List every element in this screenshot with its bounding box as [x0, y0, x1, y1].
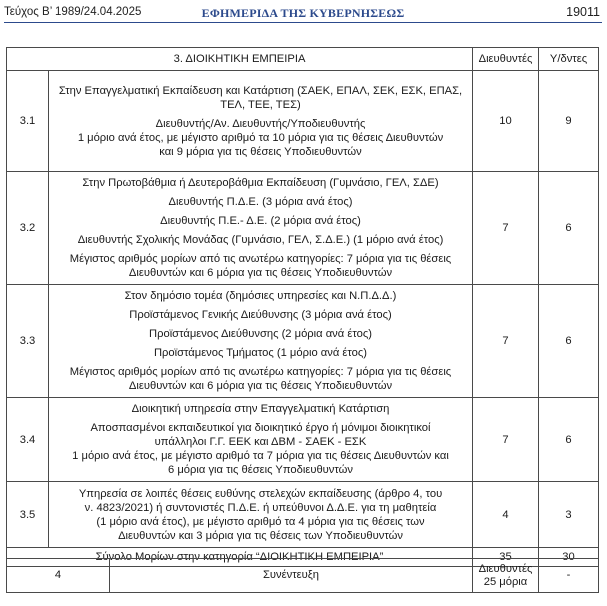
interview-label: Συνέντευξη: [110, 559, 473, 593]
row-line: 1 μόριο ανά έτος, με μέγιστο αριθμό τα 7 μόρια για τις θέσεις Διευθυντών και: [72, 450, 449, 462]
deputies-points: 6: [539, 172, 599, 285]
total-label: Σύνολο Μορίων στην κατηγορία “ΔΙΟΙΚΗΤΙΚΗ ΕΜΠΕΙΡΙΑ”: [7, 548, 473, 567]
row-line: ν. 4823/2021) ή συντονιστές Π.Δ.Ε. ή υπεύθυνοι Δ.Δ.Ε. για τη μαθητεία: [84, 501, 437, 514]
row-line: Διευθυντών και 6 μόρια για τις θέσεις Υποδιευθυντών: [128, 380, 393, 392]
row-line: Διευθυντής/Αν. Διευθυντής/Υποδιευθυντής: [155, 117, 366, 130]
row-line: (1 μόριο ανά έτος), με μέγιστο αριθμό τα 4 μόρια για τις θέσεις των: [96, 515, 425, 528]
section-title: 3. ΔΙΟΙΚΗΤΙΚΗ ΕΜΠΕΙΡΙΑ: [7, 48, 473, 71]
row-line: 6 μόρια για τις θέσεις Υποδιευθυντών: [168, 464, 353, 476]
row-number: 3.4: [7, 398, 49, 482]
table-row: [7, 172, 599, 285]
interview-table: [6, 558, 599, 593]
row-line: Διευθυντής Π.Ε.- Δ.Ε. (2 μόρια ανά έτος): [160, 215, 361, 227]
interview-row: [7, 559, 599, 593]
row-line: Διευθυντών και 3 μόρια για τις θέσεις των Υποδιευθυντών: [118, 529, 403, 542]
table-row: [7, 71, 599, 172]
directors-points: 10: [473, 71, 539, 172]
total-deputies: 30: [539, 548, 599, 567]
table-row: [7, 398, 599, 482]
experience-table: [6, 47, 599, 567]
row-line: Μέγιστος αριθμός μορίων από τις ανωτέρω κατηγορίες: 7 μόρια για τις θέσεις: [69, 366, 452, 378]
issue-label: Τεύχος Β’ 1989/24.04.2025: [4, 6, 142, 18]
row-line: Στον δημόσιο τομέα (δημόσιες υπηρεσίες και Ν.Π.Δ.Δ.): [124, 290, 397, 302]
row-line: Διευθυντών και 6 μόρια για τις θέσεις Υποδιευθυντών: [128, 267, 393, 279]
row-line: Διευθυντής Σχολικής Μονάδας (Γυμνάσιο, ΓΕΛ, Σ.Δ.Ε.) (1 μόριο ανά έτος): [77, 234, 444, 246]
row-line: 1 μόριο ανά έτος, με μέγιστο αριθμό τα 10 μόρια για τις θέσεις Διευθυντών: [77, 131, 444, 144]
row-line: Αποσπασμένοι εκπαιδευτικοί για διοικητικό έργο ή μόνιμοι διοικητικοί: [90, 422, 431, 434]
interview-directors-value: 25 μόρια: [483, 575, 528, 588]
row-description: [49, 172, 473, 285]
row-line: Υπηρεσία σε λοιπές θέσεις ευθύνης στελεχών εκπαίδευσης (άρθρο 4, του: [78, 487, 443, 500]
row-line: ΤΕΛ, ΤΕΕ, ΤΕΣ): [220, 98, 301, 111]
row-description: [49, 482, 473, 548]
total-directors: 35: [473, 548, 539, 567]
row-line: Μέγιστος αριθμός μορίων από τις ανωτέρω κατηγορίες: 7 μόρια για τις θέσεις: [69, 253, 452, 265]
row-line: Διευθυντής Π.Δ.Ε. (3 μόρια ανά έτος): [168, 196, 353, 208]
deputies-points: 3: [539, 482, 599, 548]
row-line: και 9 μόρια για τις θέσεις Υποδιευθυντών: [159, 145, 362, 158]
directors-points: 4: [473, 482, 539, 548]
row-description: [49, 71, 473, 172]
page-header: [4, 6, 602, 23]
deputies-points: 6: [539, 398, 599, 482]
row-description: [49, 285, 473, 398]
row-line: Προϊστάμενος Τμήματος (1 μόριο ανά έτος): [153, 347, 368, 359]
table-header-row: [7, 48, 599, 71]
directors-points: 7: [473, 172, 539, 285]
directors-points: 7: [473, 285, 539, 398]
gazette-title: ΕΦΗΜΕΡΙΔΑ ΤΗΣ ΚΥΒΕΡΝΗΣΕΩΣ: [201, 6, 405, 20]
row-line: Στην Επαγγελματική Εκπαίδευση και Κατάρτιση (ΣΑΕΚ, ΕΠΑΛ, ΣΕΚ, ΕΣΚ, ΕΠΑΣ,: [58, 84, 463, 97]
col-deputies-header: Υ/δντες: [539, 48, 599, 71]
row-number: 3.5: [7, 482, 49, 548]
row-description: [49, 398, 473, 482]
table-row: [7, 285, 599, 398]
col-directors-header: Διευθυντές: [473, 48, 539, 71]
page-number: 19011: [566, 5, 600, 19]
row-line: Προϊστάμενος Γενικής Διεύθυνσης (3 μόρια ανά έτος): [129, 309, 392, 321]
interview-directors-points: [473, 559, 539, 593]
row-number: 3.3: [7, 285, 49, 398]
deputies-points: 9: [539, 71, 599, 172]
row-number: 3.2: [7, 172, 49, 285]
interview-number: 4: [7, 559, 110, 593]
row-line: υπάλληλοι Γ.Γ. ΕΕΚ και ΔΒΜ - ΣΑΕΚ - ΕΣΚ: [154, 436, 367, 448]
directors-points: 7: [473, 398, 539, 482]
row-line: Στην Πρωτοβάθμια ή Δευτεροβάθμια Εκπαίδευση (Γυμνάσιο, ΓΕΛ, ΣΔΕ): [82, 177, 439, 189]
interview-deputies-points: -: [539, 559, 599, 593]
row-line: Διοικητική υπηρεσία στην Επαγγελματική Κατάρτιση: [131, 403, 390, 415]
row-line: Προϊστάμενος Διεύθυνσης (2 μόρια ανά έτος): [149, 328, 372, 340]
row-number: 3.1: [7, 71, 49, 172]
table-row: [7, 482, 599, 548]
deputies-points: 6: [539, 285, 599, 398]
interview-directors-line: Διευθυντές: [478, 562, 533, 575]
